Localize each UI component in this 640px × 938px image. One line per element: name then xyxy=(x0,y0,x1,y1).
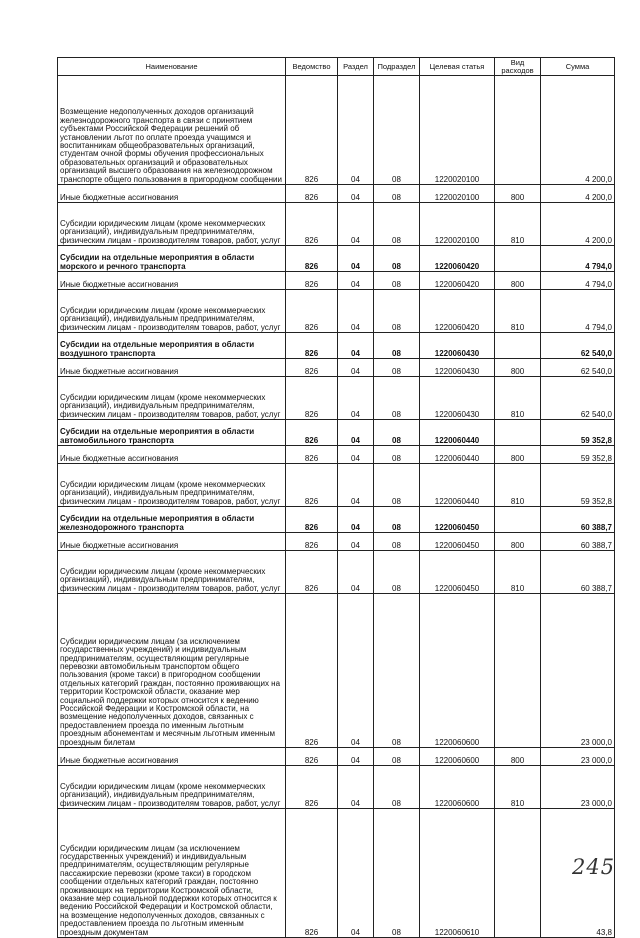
row-sum: 59 352,8 xyxy=(541,464,615,507)
row-subsection: 08 xyxy=(374,420,420,446)
row-expense-type: 800 xyxy=(495,185,541,203)
row-subsection: 08 xyxy=(374,533,420,551)
row-target-article: 1220060420 xyxy=(420,272,495,290)
col-header-department: Ведомство xyxy=(286,58,338,76)
row-subsection: 08 xyxy=(374,272,420,290)
row-department: 826 xyxy=(286,246,338,272)
table-row xyxy=(58,76,615,185)
row-target-article: 1220060600 xyxy=(420,594,495,748)
row-subsection: 08 xyxy=(374,185,420,203)
row-expense-type: 810 xyxy=(495,290,541,333)
row-subsection: 08 xyxy=(374,748,420,766)
row-sum: 62 540,0 xyxy=(541,359,615,377)
table-row xyxy=(58,359,615,377)
row-target-article: 1220020100 xyxy=(420,185,495,203)
row-subsection: 08 xyxy=(374,246,420,272)
row-subsection: 08 xyxy=(374,551,420,594)
row-sum: 59 352,8 xyxy=(541,446,615,464)
row-department: 826 xyxy=(286,551,338,594)
row-department: 826 xyxy=(286,594,338,748)
row-target-article: 1220060440 xyxy=(420,420,495,446)
row-section: 04 xyxy=(338,377,374,420)
row-name: Субсидии юридическим лицам (кроме некоммерческих организаций), индивидуальным предпринимателям, физическим лицам - производителям товаров, работ, услуг xyxy=(58,290,286,333)
row-department: 826 xyxy=(286,377,338,420)
row-subsection: 08 xyxy=(374,809,420,938)
row-name: Субсидии юридическим лицам (кроме некоммерческих организаций), индивидуальным предпринимателям, физическим лицам - производителям товаров, работ, услуг xyxy=(58,377,286,420)
row-department: 826 xyxy=(286,748,338,766)
row-target-article: 1220060430 xyxy=(420,377,495,420)
row-subsection: 08 xyxy=(374,594,420,748)
row-expense-type: 810 xyxy=(495,377,541,420)
table-row xyxy=(58,766,615,809)
table-row xyxy=(58,507,615,533)
row-name: Субсидии юридическим лицам (кроме некоммерческих организаций), индивидуальным предпринимателям, физическим лицам - производителям товаров, работ, услуг xyxy=(58,766,286,809)
table-row xyxy=(58,420,615,446)
table-row xyxy=(58,446,615,464)
row-sum: 4 200,0 xyxy=(541,203,615,246)
row-name: Субсидии юридическим лицам (за исключением государственных учреждений) и индивидуальным предпринимателям, осуществляющим регулярные перевозки автомобильным транспортом общего пользования (кроме такси) в пригородном сообщении отдельных категорий граждан, постоянно проживающих на территории Костромской области, оказание мер социальной поддержки которых относится к ведению Российской Федерации и Костромской области, на возмещение недополученных доходов, связанных с предоставлением проезда по именным льготным проездным абонементам и месячным льготным именным проездным билетам xyxy=(58,594,286,748)
row-expense-type xyxy=(495,420,541,446)
row-expense-type: 800 xyxy=(495,533,541,551)
row-department: 826 xyxy=(286,359,338,377)
row-expense-type: 810 xyxy=(495,551,541,594)
row-section: 04 xyxy=(338,446,374,464)
row-section: 04 xyxy=(338,551,374,594)
table-row xyxy=(58,377,615,420)
row-section: 04 xyxy=(338,76,374,185)
table-row xyxy=(58,203,615,246)
row-department: 826 xyxy=(286,76,338,185)
row-target-article: 1220060600 xyxy=(420,766,495,809)
row-section: 04 xyxy=(338,333,374,359)
row-department: 826 xyxy=(286,507,338,533)
row-name: Субсидии на отдельные мероприятия в области автомобильного транспорта xyxy=(58,420,286,446)
row-department: 826 xyxy=(286,809,338,938)
page-number: 245 xyxy=(572,855,616,879)
table-row xyxy=(58,185,615,203)
row-name: Иные бюджетные ассигнования xyxy=(58,533,286,551)
row-subsection: 08 xyxy=(374,76,420,185)
row-sum: 4 794,0 xyxy=(541,272,615,290)
budget-table xyxy=(57,57,615,938)
row-target-article: 1220060610 xyxy=(420,809,495,938)
row-target-article: 1220060440 xyxy=(420,464,495,507)
row-sum: 23 000,0 xyxy=(541,748,615,766)
row-expense-type xyxy=(495,594,541,748)
row-target-article: 1220060600 xyxy=(420,748,495,766)
row-section: 04 xyxy=(338,594,374,748)
row-name: Субсидии на отдельные мероприятия в области железнодорожного транспорта xyxy=(58,507,286,533)
row-target-article: 1220060450 xyxy=(420,551,495,594)
row-section: 04 xyxy=(338,809,374,938)
row-sum: 62 540,0 xyxy=(541,333,615,359)
row-sum: 60 388,7 xyxy=(541,533,615,551)
row-subsection: 08 xyxy=(374,333,420,359)
table-row xyxy=(58,748,615,766)
row-section: 04 xyxy=(338,359,374,377)
col-header-name: Наименование xyxy=(58,58,286,76)
row-target-article: 1220020100 xyxy=(420,76,495,185)
col-header-subsection: Подраздел xyxy=(374,58,420,76)
row-department: 826 xyxy=(286,272,338,290)
row-subsection: 08 xyxy=(374,359,420,377)
col-header-sum: Сумма xyxy=(541,58,615,76)
row-subsection: 08 xyxy=(374,446,420,464)
row-department: 826 xyxy=(286,333,338,359)
row-subsection: 08 xyxy=(374,464,420,507)
row-sum: 59 352,8 xyxy=(541,420,615,446)
row-target-article: 1220060420 xyxy=(420,290,495,333)
table-row xyxy=(58,246,615,272)
row-department: 826 xyxy=(286,420,338,446)
table-header-row xyxy=(58,58,615,76)
table-body xyxy=(58,76,615,938)
row-expense-type: 810 xyxy=(495,766,541,809)
table-row xyxy=(58,272,615,290)
row-name: Субсидии юридическим лицам (кроме некоммерческих организаций), индивидуальным предпринимателям, физическим лицам - производителям товаров, работ, услуг xyxy=(58,551,286,594)
row-department: 826 xyxy=(286,203,338,246)
row-expense-type xyxy=(495,76,541,185)
row-sum: 43,8 xyxy=(541,809,615,938)
row-sum: 60 388,7 xyxy=(541,551,615,594)
row-section: 04 xyxy=(338,766,374,809)
row-name: Субсидии юридическим лицам (кроме некоммерческих организаций), индивидуальным предпринимателям, физическим лицам - производителям товаров, работ, услуг xyxy=(58,464,286,507)
row-name: Субсидии на отдельные мероприятия в области морского и речного транспорта xyxy=(58,246,286,272)
row-expense-type: 800 xyxy=(495,272,541,290)
row-expense-type: 810 xyxy=(495,203,541,246)
row-section: 04 xyxy=(338,185,374,203)
table-row xyxy=(58,809,615,938)
row-target-article: 1220060430 xyxy=(420,359,495,377)
row-name: Иные бюджетные ассигнования xyxy=(58,272,286,290)
row-expense-type: 800 xyxy=(495,446,541,464)
row-sum: 62 540,0 xyxy=(541,377,615,420)
row-subsection: 08 xyxy=(374,507,420,533)
row-expense-type xyxy=(495,246,541,272)
row-department: 826 xyxy=(286,533,338,551)
row-department: 826 xyxy=(286,446,338,464)
row-section: 04 xyxy=(338,272,374,290)
col-header-expense-type: Вид расходов xyxy=(495,58,541,76)
row-expense-type xyxy=(495,809,541,938)
row-name: Субсидии юридическим лицам (за исключением государственных учреждений) и индивидуальным предпринимателям, осуществляющим регулярные пассажирские перевозки (кроме такси) в городском сообщении отдельных категорий граждан, постоянно проживающих на территории Костромской области, оказание мер социальной поддержки которых относится к ведению Российской Федерации и Костромской области, на возмещение недополученных доходов, связанных с предоставлением проезда по льготным именным проездным документам xyxy=(58,809,286,938)
table-row xyxy=(58,333,615,359)
row-expense-type: 800 xyxy=(495,359,541,377)
row-department: 826 xyxy=(286,290,338,333)
table-row xyxy=(58,290,615,333)
row-subsection: 08 xyxy=(374,766,420,809)
row-section: 04 xyxy=(338,507,374,533)
row-name: Возмещение недополученных доходов организаций железнодорожного транспорта в связи с принятием субъектами Российской Федерации решений об установлении льгот по оплате проезда учащимся и воспитанникам общеобразовательных организаций, студентам очной формы обучения профессиональных образовательных организаций и образовательных организаций высшего образования на железнодорожном транспорте общего пользования в пригородном сообщении xyxy=(58,76,286,185)
row-expense-type: 800 xyxy=(495,748,541,766)
row-section: 04 xyxy=(338,290,374,333)
row-sum: 23 000,0 xyxy=(541,766,615,809)
col-header-target-article: Целевая статья xyxy=(420,58,495,76)
row-name: Субсидии юридическим лицам (кроме некоммерческих организаций), индивидуальным предпринимателям, физическим лицам - производителям товаров, работ, услуг xyxy=(58,203,286,246)
row-section: 04 xyxy=(338,533,374,551)
row-department: 826 xyxy=(286,766,338,809)
row-target-article: 1220060450 xyxy=(420,507,495,533)
row-sum: 4 200,0 xyxy=(541,185,615,203)
row-expense-type: 810 xyxy=(495,464,541,507)
row-section: 04 xyxy=(338,203,374,246)
row-section: 04 xyxy=(338,464,374,507)
row-subsection: 08 xyxy=(374,203,420,246)
row-subsection: 08 xyxy=(374,290,420,333)
row-sum: 4 200,0 xyxy=(541,76,615,185)
row-name: Субсидии на отдельные мероприятия в области воздушного транспорта xyxy=(58,333,286,359)
row-department: 826 xyxy=(286,185,338,203)
row-target-article: 1220060440 xyxy=(420,446,495,464)
row-target-article: 1220020100 xyxy=(420,203,495,246)
row-name: Иные бюджетные ассигнования xyxy=(58,748,286,766)
row-subsection: 08 xyxy=(374,377,420,420)
row-expense-type xyxy=(495,333,541,359)
row-expense-type xyxy=(495,507,541,533)
table-row xyxy=(58,551,615,594)
row-section: 04 xyxy=(338,420,374,446)
row-target-article: 1220060420 xyxy=(420,246,495,272)
row-sum: 4 794,0 xyxy=(541,290,615,333)
row-sum: 4 794,0 xyxy=(541,246,615,272)
col-header-section: Раздел xyxy=(338,58,374,76)
row-section: 04 xyxy=(338,246,374,272)
row-department: 826 xyxy=(286,464,338,507)
row-target-article: 1220060430 xyxy=(420,333,495,359)
row-name: Иные бюджетные ассигнования xyxy=(58,359,286,377)
table-row xyxy=(58,533,615,551)
row-section: 04 xyxy=(338,748,374,766)
row-sum: 60 388,7 xyxy=(541,507,615,533)
row-sum: 23 000,0 xyxy=(541,594,615,748)
row-target-article: 1220060450 xyxy=(420,533,495,551)
row-name: Иные бюджетные ассигнования xyxy=(58,185,286,203)
table-row xyxy=(58,594,615,748)
row-name: Иные бюджетные ассигнования xyxy=(58,446,286,464)
table-row xyxy=(58,464,615,507)
